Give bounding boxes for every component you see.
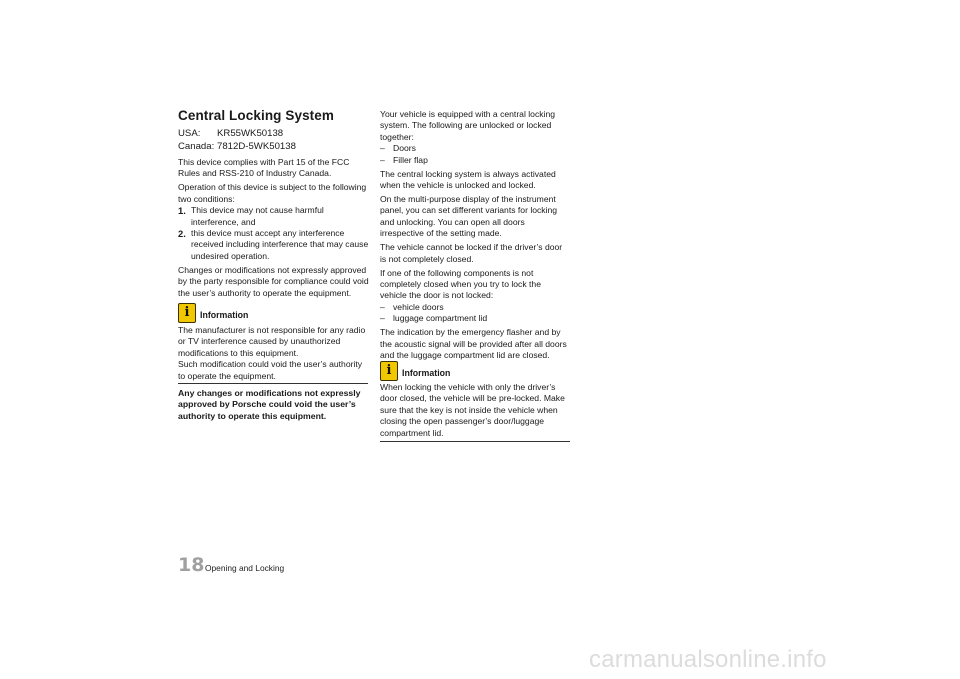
information-label: Information [402,368,451,378]
numbered-item [178,205,370,228]
information-label: Information [200,310,249,320]
paragraph: The vehicle cannot be locked if the driver’s door is not completely closed. [380,242,563,264]
information-text [178,325,370,382]
paragraph: The indication by the emergency flasher and by the acoustic signal will be provided after all doors and the luggage compartment lid are closed. [380,327,567,361]
id-row-canada [178,141,296,152]
divider [178,383,368,384]
id-label: Canada: [178,141,215,152]
paragraph: Changes or modifications not expressly approved by the party responsible for compliance could void the user’s authority to operate the equipment. [178,264,369,298]
item-number: 1. [178,205,186,217]
item-text: This device may not cause harmful interference, and [191,205,324,227]
item-text: this device must accept any interference received including interference that may cause undesired operation. [191,228,369,261]
page-number: 18 [178,554,205,576]
id-row-usa [178,128,283,139]
warning-text: Any changes or modifications not expressly approved by Porsche could void the user’s authority to operate this equipment. [178,388,361,421]
list-item: – Filler flap [380,154,428,165]
section-name: Opening and Locking [205,563,285,573]
id-value: 7812D-5WK50138 [217,141,296,152]
paragraph: Your vehicle is equipped with a central locking system. The following are unlocked or locked together: [380,109,556,142]
paragraph: This device complies with Part 15 of the FCC Rules and RSS-210 of Industry Canada. [178,157,350,179]
paragraph: Such modification could void the user’s authority to operate the equipment. [178,359,363,381]
list-item: – vehicle doors [380,301,444,312]
information-header [380,361,570,381]
section-title: Central Locking System [178,108,334,123]
information-icon: i [380,361,398,381]
paragraph: Operation of this device is subject to the following two conditions: [178,182,367,204]
paragraph: The manufacturer is not responsible for any radio or TV interference caused by unauthorized modifications to this equipment. [178,325,366,358]
id-label: USA: [178,128,201,139]
information-icon: i [178,303,196,323]
central-locking-text [380,109,570,364]
information-header [178,303,370,323]
information-text: When locking the vehicle with only the driver’s door closed, the vehicle will be pre-locked. Make sure that the key is not inside the vehicle when closing the open passenger’s door/luggage compartment lid. [380,382,565,438]
paragraph: The central locking system is always activated when the vehicle is unlocked and locked. [380,168,556,191]
compliance-text [178,157,370,302]
list-item: – Doors [380,143,416,154]
paragraph: On the multi-purpose display of the instrument panel, you can set different variants for locking and unlocking. You can open all doors irrespective of the setting made. [380,194,558,239]
watermark: carmanualsonline.info [589,646,827,673]
list-item: – luggage compartment lid [380,313,488,324]
item-number: 2. [178,228,186,240]
id-value: KR55WK50138 [217,128,284,139]
paragraph: If one of the following components is not completely closed when you try to lock the vehicle the door is not locked: [380,267,541,301]
divider [380,441,570,442]
numbered-item [178,228,370,262]
